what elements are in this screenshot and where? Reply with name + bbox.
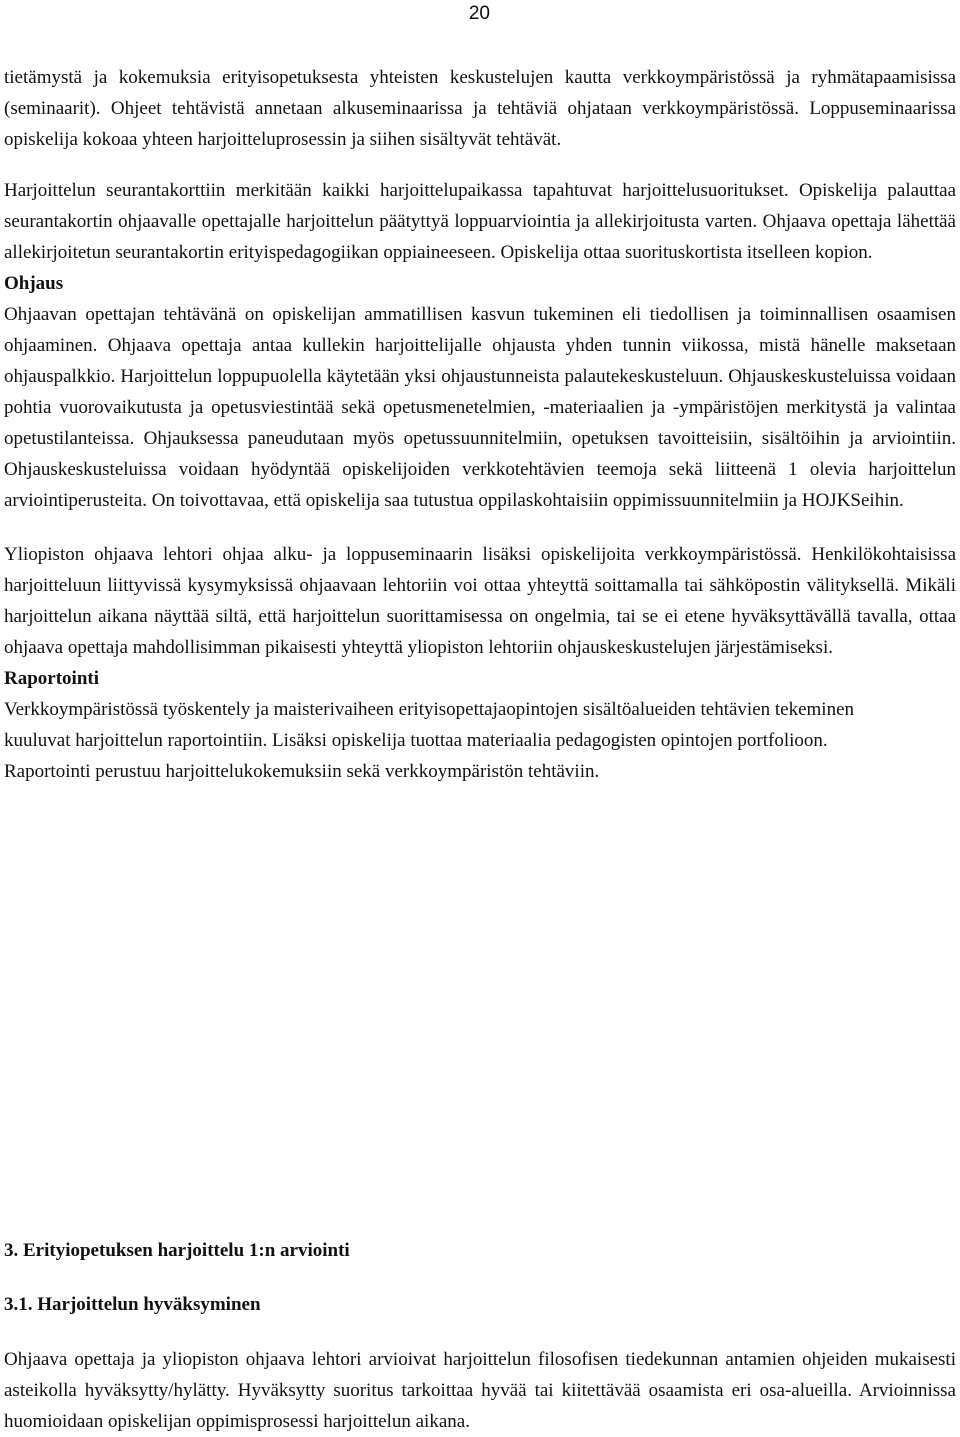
page-number-text: 20 [468,3,490,24]
heading-ohjaus: Ohjaus [4,273,64,294]
paragraph-lecturer: Yliopiston ohjaava lehtori ohjaa alku- ja loppuseminaarin lisäksi opiskelijoita verkkoympäristössä. Henkilökohtaisissa harjoitteluun liittyvissä kysymyksissä ohjaavaan lehtoriin voi ottaa yhteyttä soittamalla tai sähköpostin välityksellä. Mikäli harjoittelun aikana näyttää siltä, että harjoittelun suorittamisessa on ongelmia, tai se ei etene hyväksyttävällä tavalla, ottaa ohjaava opettaja mahdollisimman pikaisesti yhteyttä yliopiston lehtoriin ohjauskeskustelujen järjestämiseksi. [4,544,956,658]
heading-raportointi: Raportointi [4,668,99,689]
heading-section-3: 3. Erityiopetuksen harjoittelu 1:n arviointi [4,1240,350,1261]
document-body [4,62,956,787]
paragraph-approval: Ohjaava opettaja ja yliopiston ohjaava lehtori arvioivat harjoittelun filosofisen tiedekunnan antamien ohjeiden mukaisesti asteikolla hyväksytty/hylätty. Hyväksytty suoritus tarkoittaa hyvää tai kiitettävää osaamista eri osa-alueilla. Arvioinnissa huomioidaan opiskelijan oppimisprosessi harjoittelun aikana. [4,1349,956,1432]
paragraph-tracking-card: Harjoittelun seurantakorttiin merkitään kaikki harjoittelupaikassa tapahtuvat harjoittelusuoritukset. Opiskelija palauttaa seurantakortin ohjaavalle opettajalle harjoittelun päätyttyä loppuarviointia ja allekirjoitusta varten. Ohjaava opettaja lähettää allekirjoitetun seurantakortin erityispedagogiikan oppiaineeseen. Opiskelija ottaa suorituskortista itselleen kopion. [4,180,956,263]
paragraph-intro: tietämystä ja kokemuksia erityisopetuksesta yhteisten keskustelujen kautta verkkoympäristössä ja ryhmätapaamisissa (seminaarit). Ohjeet tehtävistä annetaan alkuseminaarissa ja tehtäviä ohjataan verkkoympäristössä. Loppuseminaarissa opiskelija kokoaa yhteen harjoitteluprosessin ja siihen sisältyvät tehtävät. [4,67,956,150]
heading-section-3-1: 3.1. Harjoittelun hyväksyminen [4,1294,261,1315]
paragraph-guidance: Ohjaavan opettajan tehtävänä on opiskelijan ammatillisen kasvun tukeminen eli tiedollisen ja toiminnallisen osaamisen ohjaaminen. Ohjaava opettaja antaa kullekin harjoittelijalle ohjausta yhden tunnin viikossa, mistä hänelle maksetaan ohjauspalkkio. Harjoittelun loppupuolella käytetään yksi ohjaustunneista palautekeskusteluun. Ohjauskeskusteluissa voidaan pohtia vuorovaikutusta ja opetusviestintää sekä opetusmenetelmien, -materiaalien ja -ympäristöjen merkitystä ja valintaa opetustilanteissa. Ohjauksessa paneudutaan myös opetussuunnitelmiin, opetuksen tavoitteisiin, sisältöihin ja arviointiin. Ohjauskeskusteluissa voidaan hyödyntää opiskelijoiden verkkotehtävien teemoja sekä liitteenä 1 olevia harjoittelun arviointiperusteita. On toivottavaa, että opiskelija saa tutustua oppilaskohtaisiin oppimissuunnitelmiin ja HOJKSeihin. [4,304,956,511]
paragraph-reporting: Verkkoympäristössä työskentely ja maisterivaiheen erityisopettajaopintojen sisältöalueiden tehtävien tekeminen kuuluvat harjoittelun raportointiin. Lisäksi opiskelija tuottaa materiaalia pedagogisten opintojen portfolioon. Raportointi perustuu harjoittelukokemuksiin sekä verkkoympäristön tehtäviin. [4,699,855,782]
page-number [0,3,960,25]
